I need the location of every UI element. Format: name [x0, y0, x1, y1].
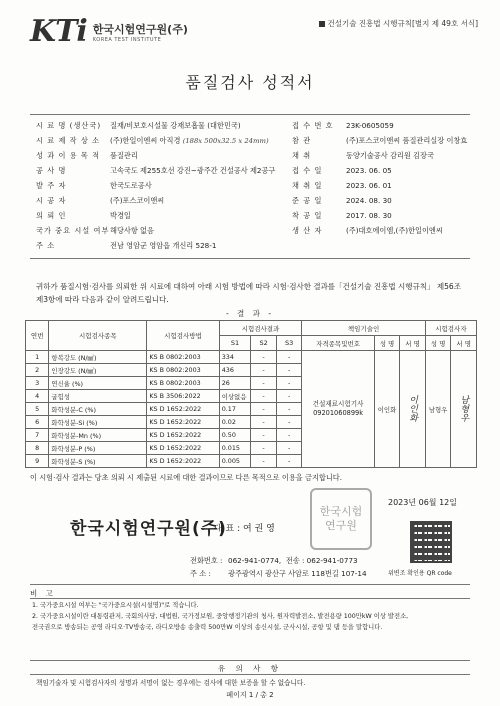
divider	[30, 660, 470, 661]
table-cell: KS D 1652:2022	[147, 403, 219, 416]
info-value: 고속국도 제255호선 강진~광주간 건설공사 제2공구	[110, 166, 276, 175]
table-cell: -	[251, 416, 277, 429]
table-cell: -	[251, 403, 277, 416]
info-label: 시 공 자	[36, 196, 67, 205]
issue-date: 2023년 06월 12일	[388, 498, 457, 507]
info-value: 23K-0605059	[346, 121, 394, 130]
logo-org-en: KOREA TEST INSTITUTE	[92, 36, 162, 43]
tester-signature: 남형우	[451, 351, 477, 468]
table-cell: 436	[219, 364, 251, 377]
table-cell: KS D 1652:2022	[147, 455, 219, 468]
table-cell: KS B 0802:2003	[147, 351, 219, 364]
table-cell: 화학성분-Mn (%)	[49, 429, 147, 442]
divider	[30, 584, 470, 585]
table-cell: 9	[26, 455, 49, 468]
usage-notice: 이 시험·검사 결과는 당초 의뢰 시 제출된 시료에 대한 결과이므로 다른 목적으로 이용을 금지합니다.	[30, 473, 342, 482]
col-no: 연번	[26, 321, 49, 351]
company-seal: 한국시험연구원	[310, 488, 372, 550]
table-cell: -	[251, 377, 277, 390]
table-cell: KS B 3506:2022	[147, 390, 219, 403]
col-t-name: 성 명	[425, 336, 451, 351]
tester-name: 남형우	[425, 351, 451, 468]
col-tester: 시험검사자	[425, 321, 476, 336]
table-row	[26, 351, 477, 364]
table-cell: 항복강도 (N/㎟)	[49, 351, 147, 364]
divider	[30, 258, 470, 259]
table-cell: KS B 0802:2003	[147, 364, 219, 377]
notes-text: 1. 국가중요시설 여부는 "국가중요시설(시설명)"로 적습니다. 2. 국가중요시설이란 대통령관저, 국회의사당, 대법원, 국가정보원, 중앙행정기관의 청사, 원자력발전소, 발전용량 100만kW 이상 발전소, 전국권으로 방송되는 공영 라디오·TV방송국, 라디오방송 송출력 500만W 이상의 송신시설, 군사시설, 공항 및 댐 등을 말합니다.	[32, 602, 409, 631]
col-results: 시험검사결과	[219, 321, 302, 336]
col-s2: S2	[251, 336, 277, 351]
table-cell: -	[251, 455, 277, 468]
result-label: - 결 과 -	[225, 309, 275, 318]
table-cell: 인장강도 (N/㎟)	[49, 364, 147, 377]
col-item: 시험검사종목	[49, 321, 147, 351]
kti-logo	[30, 14, 188, 49]
table-cell: -	[251, 429, 277, 442]
table-cell: -	[276, 377, 302, 390]
handwritten-size: (188x 500x32.5 x 24mm)	[182, 137, 269, 145]
info-label: 시 료 제 작 상 소	[36, 136, 101, 145]
table-cell: 연신율 (%)	[49, 377, 147, 390]
info-value: 질재/비보호시설물 강재보흡물 (대한민국)	[110, 121, 241, 130]
info-label: 시 료 명 (생산국)	[36, 121, 102, 130]
info-value: 한국도로공사	[110, 181, 152, 190]
table-cell: 화학성분-P (%)	[49, 442, 147, 455]
info-value: (주)대호에이엠,(주)한일이엔씨	[346, 226, 443, 235]
info-label: 채 취 일	[292, 181, 323, 190]
info-value: 2024. 08. 30	[346, 196, 392, 205]
info-label: 준 공 일	[292, 196, 323, 205]
table-cell: KS D 1652:2022	[147, 442, 219, 455]
info-value: 2017. 08. 30	[346, 211, 392, 220]
table-cell: 334	[219, 351, 251, 364]
table-cell: -	[276, 416, 302, 429]
logo-org-kr: 한국시험연구원(주)	[92, 22, 188, 36]
info-value: (주)포스코이앤씨	[110, 196, 165, 205]
table-cell: 26	[219, 377, 251, 390]
caution-head: 유 의 사 항	[217, 664, 283, 673]
table-cell: -	[276, 390, 302, 403]
phone: 062-941-0774,	[228, 556, 282, 565]
divider	[30, 674, 470, 675]
intro-paragraph: 귀하가 품질시험·검사를 의뢰한 위 시료에 대하여 아래 시험 방법에 따라 시험·검사한 결과를「건설기술 진흥법 시행규칙」 제56조 제3항에 따라 다음과 같이 알려드립니다.	[36, 282, 461, 304]
table-cell: KS D 1652:2022	[147, 416, 219, 429]
info-value: 2023. 06. 01	[346, 181, 392, 190]
engineer-name: 이인화	[374, 351, 400, 468]
page-title: 품질검사 성적서	[185, 73, 315, 92]
page-indicator: 페이지 1 / 총 2	[226, 691, 274, 699]
table-cell: 3	[26, 377, 49, 390]
table-cell: 이상없음	[219, 390, 251, 403]
info-label: 공 사 명	[36, 166, 67, 175]
engineer-qualification: 건설재료시험기사 09201060899k	[302, 351, 374, 468]
divider	[30, 114, 470, 115]
info-value: 전남 영암군 영암읍 개신리 528-1	[110, 241, 217, 250]
table-cell: 화학성분-S (%)	[49, 455, 147, 468]
address: 광주광역시 광산구 사암로 118번길 107-14	[228, 569, 367, 578]
info-label: 채 취	[292, 151, 312, 160]
table-cell: 5	[26, 403, 49, 416]
table-cell: 8	[26, 442, 49, 455]
info-value: 2023. 06. 05	[346, 166, 392, 175]
info-value: (주)포스코이앤씨 품질관리실장 이창효	[346, 136, 468, 145]
info-value: 품질관리	[110, 151, 138, 160]
col-qual: 자격종목및번호	[302, 336, 374, 351]
table-cell: -	[251, 390, 277, 403]
qr-caption: 위변조 확인용 QR code	[388, 570, 452, 577]
table-cell: -	[251, 364, 277, 377]
table-cell: 2	[26, 364, 49, 377]
info-value: (주)한일이엔씨 아직경 (188x 500x32.5 x 24mm)	[110, 136, 269, 145]
info-label: 성 과 이 용 목 적	[36, 151, 101, 160]
table-cell: 0.015	[219, 442, 251, 455]
form-reference: 건설기술 진흥법 시행규칙[별지 제 49호 서식]	[319, 18, 478, 29]
table-cell: 7	[26, 429, 49, 442]
table-cell: 6	[26, 416, 49, 429]
table-cell: -	[251, 442, 277, 455]
contact-info: 전화번호 : 062-941-0774, 전송 : 062-941-0773 주 소 : 광주광역시 광산구 사암로 118번길 107-14	[190, 556, 367, 578]
caution-text: 책임기술자 및 시험검사자의 성명과 서명이 없는 경우에는 검사에 대한 보증을 할 수 없습니다.	[36, 679, 306, 687]
table-cell: 화학성분-C (%)	[49, 403, 147, 416]
info-value: 해당사항 없음	[110, 226, 154, 235]
col-eng-sign: 서 명	[400, 336, 426, 351]
info-label: 발 주 자	[36, 181, 67, 190]
col-method: 시험검사방법	[147, 321, 219, 351]
results-table	[25, 320, 477, 468]
info-block	[30, 118, 470, 253]
info-label: 생 산 자	[292, 226, 323, 235]
table-cell: 0.17	[219, 403, 251, 416]
info-label: 의 뢰 인	[36, 211, 67, 220]
info-label: 참 관	[292, 136, 312, 145]
table-cell: 4	[26, 390, 49, 403]
table-cell: -	[276, 429, 302, 442]
table-cell: 굽힘성	[49, 390, 147, 403]
table-cell: -	[276, 403, 302, 416]
info-label: 국가 중요 시설 여부	[36, 226, 110, 235]
table-cell: 0.005	[219, 455, 251, 468]
qr-code-icon[interactable]	[410, 521, 452, 563]
table-cell: -	[276, 351, 302, 364]
table-cell: 화학성분-Si (%)	[49, 416, 147, 429]
table-cell: 0.02	[219, 416, 251, 429]
table-cell: -	[276, 442, 302, 455]
table-cell: -	[276, 364, 302, 377]
col-s1: S1	[219, 336, 251, 351]
info-label: 접 수 번 호	[292, 121, 334, 130]
col-t-sign: 서 명	[451, 336, 477, 351]
issuer-rep: 대 표 : 여 권 영	[214, 524, 275, 534]
logo-mark: KTi	[30, 14, 87, 49]
col-s3: S3	[276, 336, 302, 351]
col-eng-name: 성 명	[374, 336, 400, 351]
info-label: 착 공 일	[292, 211, 323, 220]
divider	[30, 598, 470, 599]
info-label: 접 수 일	[292, 166, 323, 175]
notes-head: 비 고	[30, 589, 56, 598]
info-label: 주 소	[36, 241, 56, 250]
table-cell: 0.50	[219, 429, 251, 442]
info-value: 박경일	[110, 211, 131, 220]
table-cell: -	[276, 455, 302, 468]
table-cell: 1	[26, 351, 49, 364]
table-cell: KS D 1652:2022	[147, 429, 219, 442]
issuer-org: 한국시험연구원(주)	[70, 519, 227, 539]
engineer-signature: 이인화	[400, 351, 426, 468]
col-engineer: 책임기술인	[302, 321, 425, 336]
table-cell: -	[251, 351, 277, 364]
table-cell: KS B 0802:2003	[147, 377, 219, 390]
fax: 062-941-0773	[306, 556, 358, 565]
info-value: 동양기술공사 감리원 김장국	[346, 151, 434, 160]
